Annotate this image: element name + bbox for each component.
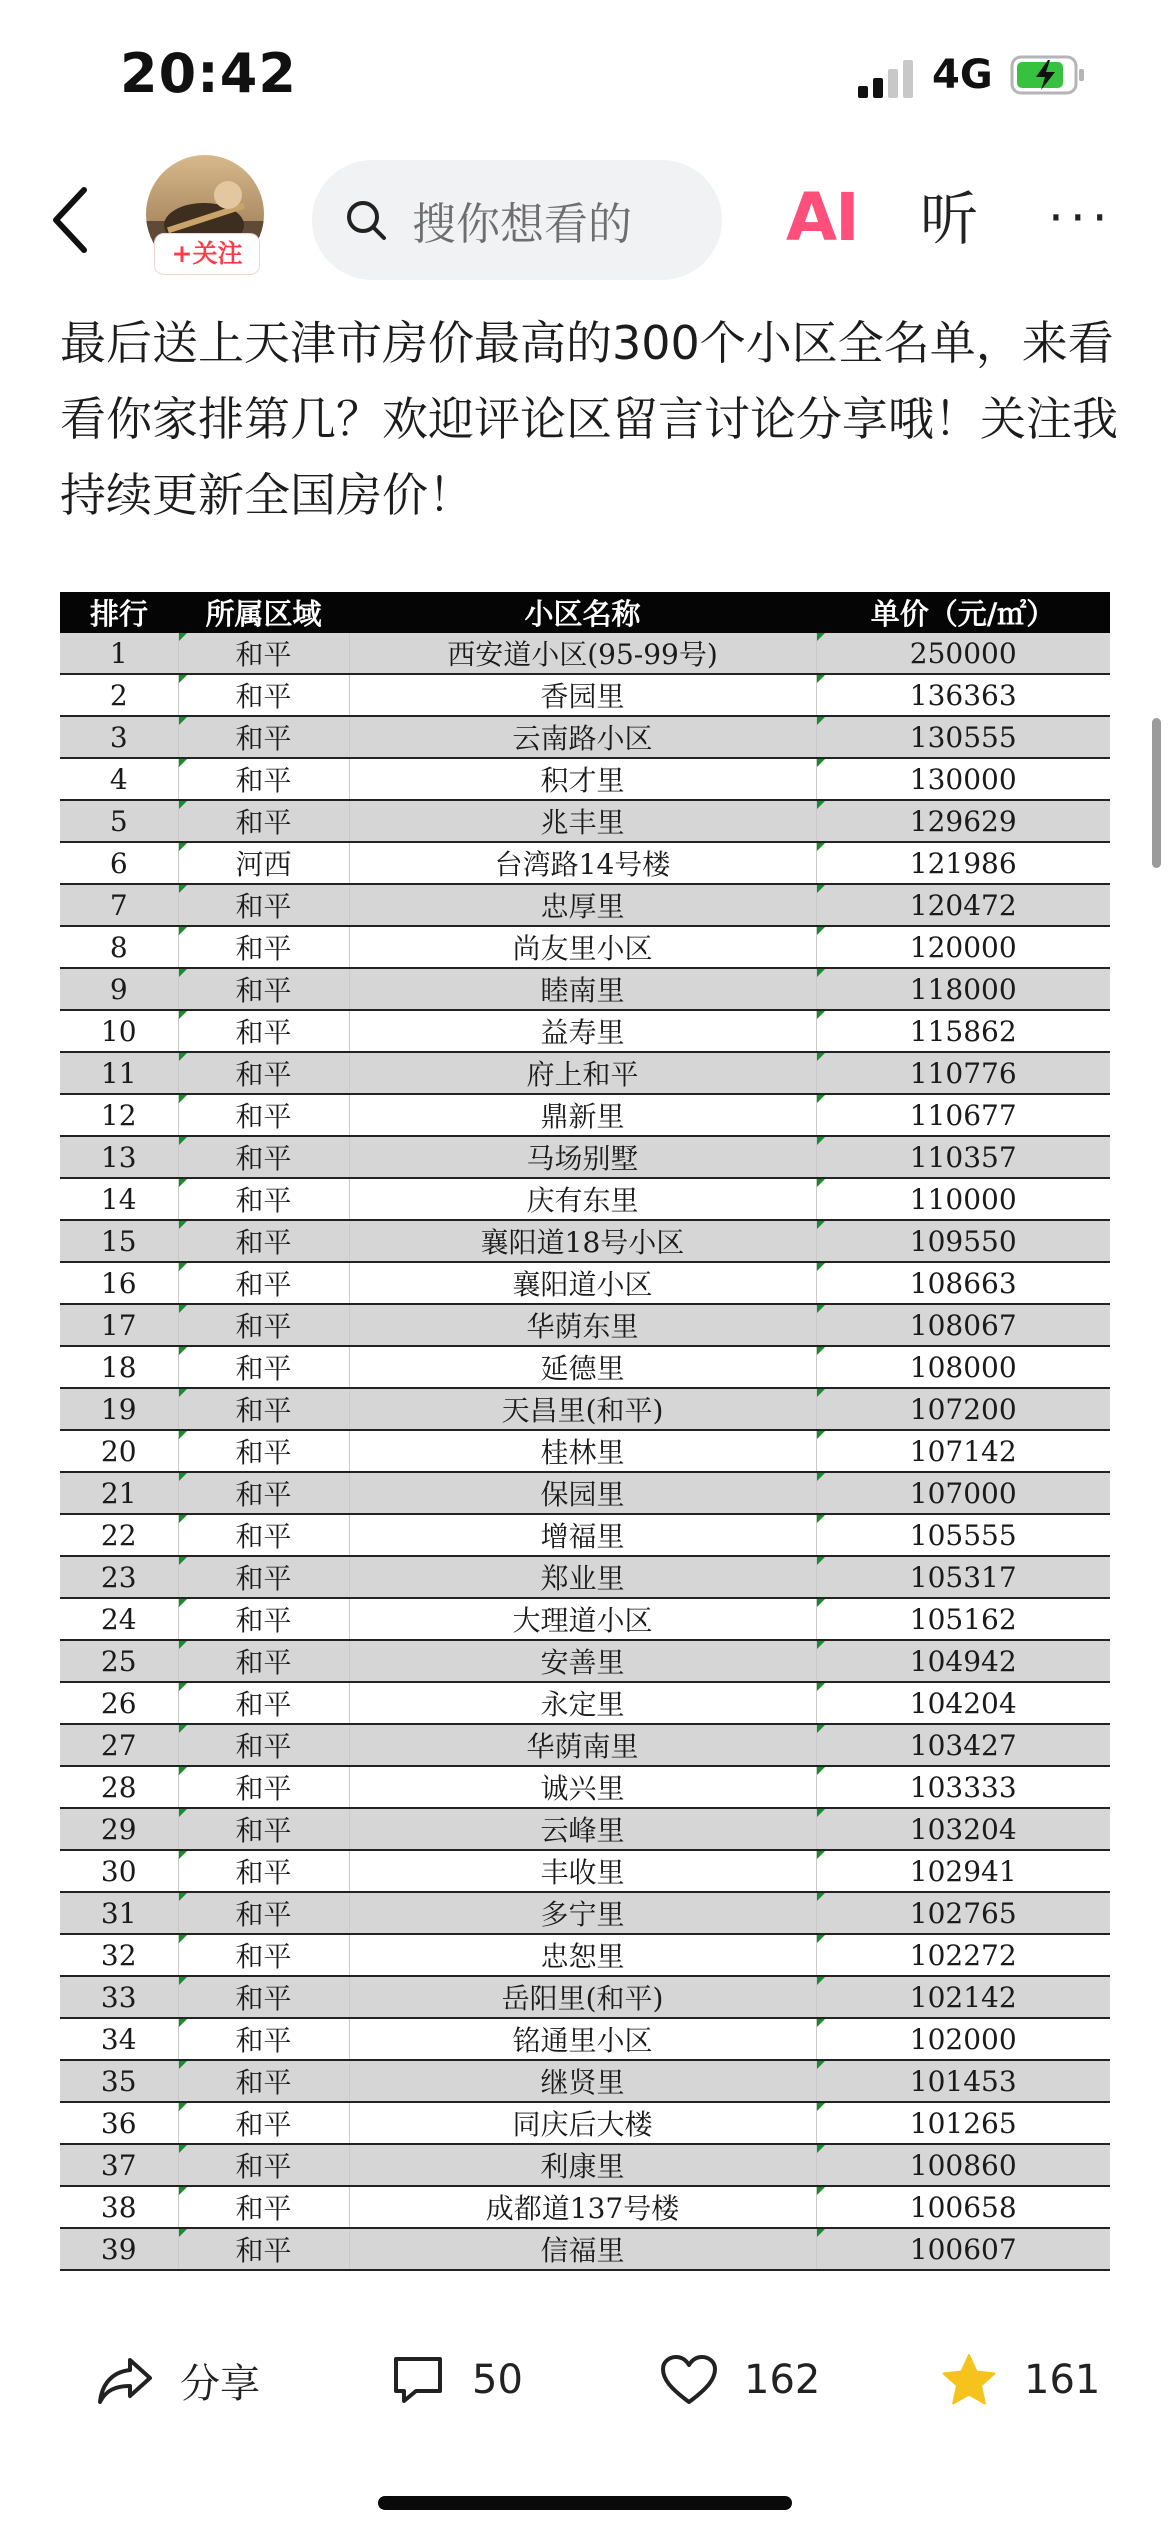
table-row <box>60 1976 1110 2018</box>
cell-district: 和平 <box>178 1808 349 1850</box>
cell-community: 鼎新里 <box>349 1094 816 1136</box>
cell-community: 兆丰里 <box>349 800 816 842</box>
cell-price: 100658 <box>816 2186 1110 2228</box>
cell-price: 102000 <box>816 2018 1110 2060</box>
cell-price: 103204 <box>816 1808 1110 1850</box>
table-row <box>60 1304 1110 1346</box>
cell-price: 105317 <box>816 1556 1110 1598</box>
cell-district: 和平 <box>178 1010 349 1052</box>
cell-rank: 32 <box>60 1934 178 1976</box>
cell-price: 104204 <box>816 1682 1110 1724</box>
table-row <box>60 633 1110 674</box>
like-count: 162 <box>744 2357 821 2403</box>
cell-community: 郑业里 <box>349 1556 816 1598</box>
cell-district: 和平 <box>178 1220 349 1262</box>
cell-price: 107000 <box>816 1472 1110 1514</box>
cell-district: 和平 <box>178 1094 349 1136</box>
cell-rank: 8 <box>60 926 178 968</box>
cell-community: 襄阳道18号小区 <box>349 1220 816 1262</box>
cell-district: 和平 <box>178 968 349 1010</box>
cell-community: 天昌里(和平) <box>349 1388 816 1430</box>
cell-community: 庆有东里 <box>349 1178 816 1220</box>
comment-button[interactable] <box>390 2320 523 2440</box>
signal-icon <box>858 58 914 98</box>
table-row <box>60 1094 1110 1136</box>
table-row <box>60 2228 1110 2270</box>
cell-community: 西安道小区(95-99号) <box>349 633 816 674</box>
heart-icon <box>660 2354 718 2406</box>
cell-price: 101453 <box>816 2060 1110 2102</box>
cell-community: 安善里 <box>349 1640 816 1682</box>
favorite-count: 161 <box>1024 2357 1101 2403</box>
cell-rank: 34 <box>60 2018 178 2060</box>
cell-district: 和平 <box>178 758 349 800</box>
table-row <box>60 1430 1110 1472</box>
cell-district: 和平 <box>178 1766 349 1808</box>
table-row <box>60 1682 1110 1724</box>
cell-rank: 5 <box>60 800 178 842</box>
cell-community: 台湾路14号楼 <box>349 842 816 884</box>
table-row <box>60 1052 1110 1094</box>
cell-district: 和平 <box>178 1472 349 1514</box>
cell-community: 成都道137号楼 <box>349 2186 816 2228</box>
cell-rank: 7 <box>60 884 178 926</box>
cell-rank: 26 <box>60 1682 178 1724</box>
cell-price: 130555 <box>816 716 1110 758</box>
more-menu-button[interactable]: ··· <box>1048 189 1114 247</box>
cell-community: 华荫南里 <box>349 1724 816 1766</box>
cell-rank: 4 <box>60 758 178 800</box>
table-row <box>60 1556 1110 1598</box>
table-row <box>60 1220 1110 1262</box>
cell-community: 忠恕里 <box>349 1934 816 1976</box>
cell-price: 110776 <box>816 1052 1110 1094</box>
cell-community: 永定里 <box>349 1682 816 1724</box>
cell-district: 和平 <box>178 1262 349 1304</box>
cell-district: 和平 <box>178 1178 349 1220</box>
cell-rank: 36 <box>60 2102 178 2144</box>
ai-label: AI <box>786 179 858 256</box>
cell-district: 和平 <box>178 1388 349 1430</box>
cell-rank: 37 <box>60 2144 178 2186</box>
cell-community: 延德里 <box>349 1346 816 1388</box>
cell-price: 102941 <box>816 1850 1110 1892</box>
cell-district: 和平 <box>178 2144 349 2186</box>
share-button[interactable] <box>96 2320 260 2440</box>
cell-district: 和平 <box>178 1136 349 1178</box>
cell-price: 110357 <box>816 1136 1110 1178</box>
price-table-image[interactable] <box>60 592 1110 2282</box>
cell-community: 睦南里 <box>349 968 816 1010</box>
cell-district: 和平 <box>178 2060 349 2102</box>
cell-district: 和平 <box>178 1556 349 1598</box>
table-row <box>60 716 1110 758</box>
cell-district: 和平 <box>178 1304 349 1346</box>
table-row <box>60 1934 1110 1976</box>
cell-rank: 6 <box>60 842 178 884</box>
cell-community: 尚友里小区 <box>349 926 816 968</box>
cell-district: 和平 <box>178 2228 349 2270</box>
cell-district: 和平 <box>178 1724 349 1766</box>
cell-district: 和平 <box>178 2186 349 2228</box>
header-price: 单价（元/㎡） <box>816 592 1110 633</box>
cell-community: 桂林里 <box>349 1430 816 1472</box>
table-row <box>60 2144 1110 2186</box>
cell-community: 积才里 <box>349 758 816 800</box>
cell-district: 和平 <box>178 1892 349 1934</box>
cell-rank: 38 <box>60 2186 178 2228</box>
home-indicator[interactable] <box>378 2496 792 2510</box>
cell-price: 103427 <box>816 1724 1110 1766</box>
table-row <box>60 1766 1110 1808</box>
cell-district: 和平 <box>178 926 349 968</box>
table-row <box>60 1724 1110 1766</box>
favorite-button[interactable] <box>940 2320 1100 2440</box>
share-label: 分享 <box>180 2360 260 2407</box>
star-icon <box>940 2352 998 2408</box>
header-community: 小区名称 <box>349 592 816 633</box>
cell-community: 信福里 <box>349 2228 816 2270</box>
scrollbar[interactable] <box>1152 718 1161 868</box>
cell-rank: 29 <box>60 1808 178 1850</box>
cell-rank: 27 <box>60 1724 178 1766</box>
cell-district: 和平 <box>178 2018 349 2060</box>
cell-rank: 3 <box>60 716 178 758</box>
cell-community: 诚兴里 <box>349 1766 816 1808</box>
comment-icon <box>390 2353 446 2407</box>
cell-rank: 9 <box>60 968 178 1010</box>
table-row <box>60 1808 1110 1850</box>
cell-community: 多宁里 <box>349 1892 816 1934</box>
cell-price: 105555 <box>816 1514 1110 1556</box>
cell-district: 和平 <box>178 1976 349 2018</box>
cell-price: 102142 <box>816 1976 1110 2018</box>
author-avatar[interactable] <box>140 155 270 280</box>
table-row <box>60 1388 1110 1430</box>
cell-price: 107142 <box>816 1430 1110 1472</box>
cell-community: 丰收里 <box>349 1850 816 1892</box>
table-body <box>60 633 1110 2270</box>
cell-price: 129629 <box>816 800 1110 842</box>
status-bar <box>0 0 1170 150</box>
cell-rank: 25 <box>60 1640 178 1682</box>
cell-price: 120000 <box>816 926 1110 968</box>
cell-rank: 35 <box>60 2060 178 2102</box>
table-row <box>60 2186 1110 2228</box>
cell-district: 和平 <box>178 1514 349 1556</box>
cell-community: 岳阳里(和平) <box>349 1976 816 2018</box>
cell-community: 利康里 <box>349 2144 816 2186</box>
cell-community: 华荫东里 <box>349 1304 816 1346</box>
table-row <box>60 1010 1110 1052</box>
battery-charging-icon <box>1010 54 1086 96</box>
cell-price: 109550 <box>816 1220 1110 1262</box>
table-row <box>60 2060 1110 2102</box>
cell-community: 同庆后大楼 <box>349 2102 816 2144</box>
search-icon <box>344 198 388 242</box>
cell-district: 和平 <box>178 1682 349 1724</box>
comment-count: 50 <box>472 2357 523 2403</box>
network-type: 4G <box>932 52 993 98</box>
cell-price: 121986 <box>816 842 1110 884</box>
cell-community: 铭通里小区 <box>349 2018 816 2060</box>
cell-district: 和平 <box>178 2102 349 2144</box>
cell-district: 和平 <box>178 1346 349 1388</box>
cell-district: 和平 <box>178 884 349 926</box>
search-placeholder: 搜你想看的 <box>412 199 632 250</box>
table-row <box>60 1598 1110 1640</box>
ai-button[interactable] <box>786 178 858 258</box>
cell-price: 250000 <box>816 633 1110 674</box>
cell-rank: 13 <box>60 1136 178 1178</box>
listen-button[interactable]: 听 <box>920 185 979 253</box>
cell-price: 110677 <box>816 1094 1110 1136</box>
cell-price: 107200 <box>816 1388 1110 1430</box>
cell-rank: 16 <box>60 1262 178 1304</box>
table-row <box>60 884 1110 926</box>
cell-community: 云峰里 <box>349 1808 816 1850</box>
table-row <box>60 1472 1110 1514</box>
cell-price: 108000 <box>816 1346 1110 1388</box>
price-table <box>60 592 1110 2271</box>
table-row <box>60 1892 1110 1934</box>
cell-rank: 39 <box>60 2228 178 2270</box>
cell-price: 136363 <box>816 674 1110 716</box>
cell-community: 忠厚里 <box>349 884 816 926</box>
cell-community: 保园里 <box>349 1472 816 1514</box>
cell-rank: 24 <box>60 1598 178 1640</box>
cell-rank: 10 <box>60 1010 178 1052</box>
cell-rank: 20 <box>60 1430 178 1472</box>
table-row <box>60 842 1110 884</box>
cell-price: 120472 <box>816 884 1110 926</box>
cell-price: 101265 <box>816 2102 1110 2144</box>
cell-rank: 2 <box>60 674 178 716</box>
cell-price: 105162 <box>816 1598 1110 1640</box>
cell-community: 襄阳道小区 <box>349 1262 816 1304</box>
cell-community: 府上和平 <box>349 1052 816 1094</box>
cell-price: 104942 <box>816 1640 1110 1682</box>
header-district: 所属区域 <box>178 592 349 633</box>
cell-price: 130000 <box>816 758 1110 800</box>
cell-district: 和平 <box>178 1598 349 1640</box>
table-row <box>60 1514 1110 1556</box>
cell-rank: 31 <box>60 1892 178 1934</box>
status-time: 20:42 <box>120 42 297 105</box>
cell-district: 河西 <box>178 842 349 884</box>
cell-rank: 19 <box>60 1388 178 1430</box>
cell-rank: 15 <box>60 1220 178 1262</box>
cell-district: 和平 <box>178 1052 349 1094</box>
cell-rank: 22 <box>60 1514 178 1556</box>
cell-community: 继贤里 <box>349 2060 816 2102</box>
cell-community: 香园里 <box>349 674 816 716</box>
cell-price: 108067 <box>816 1304 1110 1346</box>
cell-rank: 1 <box>60 633 178 674</box>
cell-rank: 12 <box>60 1094 178 1136</box>
cell-rank: 14 <box>60 1178 178 1220</box>
share-icon <box>96 2354 154 2406</box>
table-row <box>60 1178 1110 1220</box>
table-header-row <box>60 592 1110 633</box>
post-text: 最后送上天津市房价最高的300个小区全名单，来看看你家排第几？欢迎评论区留言讨论分享哦！关注我持续更新全国房价！ <box>60 316 1118 522</box>
cell-district: 和平 <box>178 800 349 842</box>
cell-rank: 23 <box>60 1556 178 1598</box>
cell-price: 103333 <box>816 1766 1110 1808</box>
cell-price: 115862 <box>816 1010 1110 1052</box>
cell-price: 110000 <box>816 1178 1110 1220</box>
cell-price: 100607 <box>816 2228 1110 2270</box>
cell-community: 增福里 <box>349 1514 816 1556</box>
cell-price: 100860 <box>816 2144 1110 2186</box>
cell-rank: 17 <box>60 1304 178 1346</box>
cell-rank: 18 <box>60 1346 178 1388</box>
cell-community: 大理道小区 <box>349 1598 816 1640</box>
cell-community: 云南路小区 <box>349 716 816 758</box>
cell-price: 108663 <box>816 1262 1110 1304</box>
like-button[interactable] <box>660 2320 820 2440</box>
table-row <box>60 1640 1110 1682</box>
table-row <box>60 2018 1110 2060</box>
cell-district: 和平 <box>178 674 349 716</box>
cell-district: 和平 <box>178 1430 349 1472</box>
table-row <box>60 968 1110 1010</box>
cell-price: 102765 <box>816 1892 1110 1934</box>
table-row <box>60 1136 1110 1178</box>
cell-district: 和平 <box>178 1640 349 1682</box>
cell-rank: 33 <box>60 1976 178 2018</box>
action-bar <box>0 2320 1170 2440</box>
cell-price: 118000 <box>816 968 1110 1010</box>
cell-price: 102272 <box>816 1934 1110 1976</box>
table-row <box>60 800 1110 842</box>
table-row <box>60 1346 1110 1388</box>
cell-rank: 30 <box>60 1850 178 1892</box>
search-bar[interactable] <box>312 160 722 280</box>
header-rank: 排行 <box>60 592 178 633</box>
cell-district: 和平 <box>178 1934 349 1976</box>
cell-district: 和平 <box>178 1850 349 1892</box>
cell-district: 和平 <box>178 633 349 674</box>
back-arrow-icon[interactable] <box>44 180 104 260</box>
follow-button[interactable]: +关注 <box>154 233 260 275</box>
cell-rank: 11 <box>60 1052 178 1094</box>
table-row <box>60 1850 1110 1892</box>
cell-rank: 28 <box>60 1766 178 1808</box>
cell-rank: 21 <box>60 1472 178 1514</box>
table-row <box>60 674 1110 716</box>
cell-district: 和平 <box>178 716 349 758</box>
table-row <box>60 926 1110 968</box>
table-row <box>60 758 1110 800</box>
cell-community: 益寿里 <box>349 1010 816 1052</box>
table-row <box>60 2102 1110 2144</box>
table-row <box>60 1262 1110 1304</box>
cell-community: 马场别墅 <box>349 1136 816 1178</box>
